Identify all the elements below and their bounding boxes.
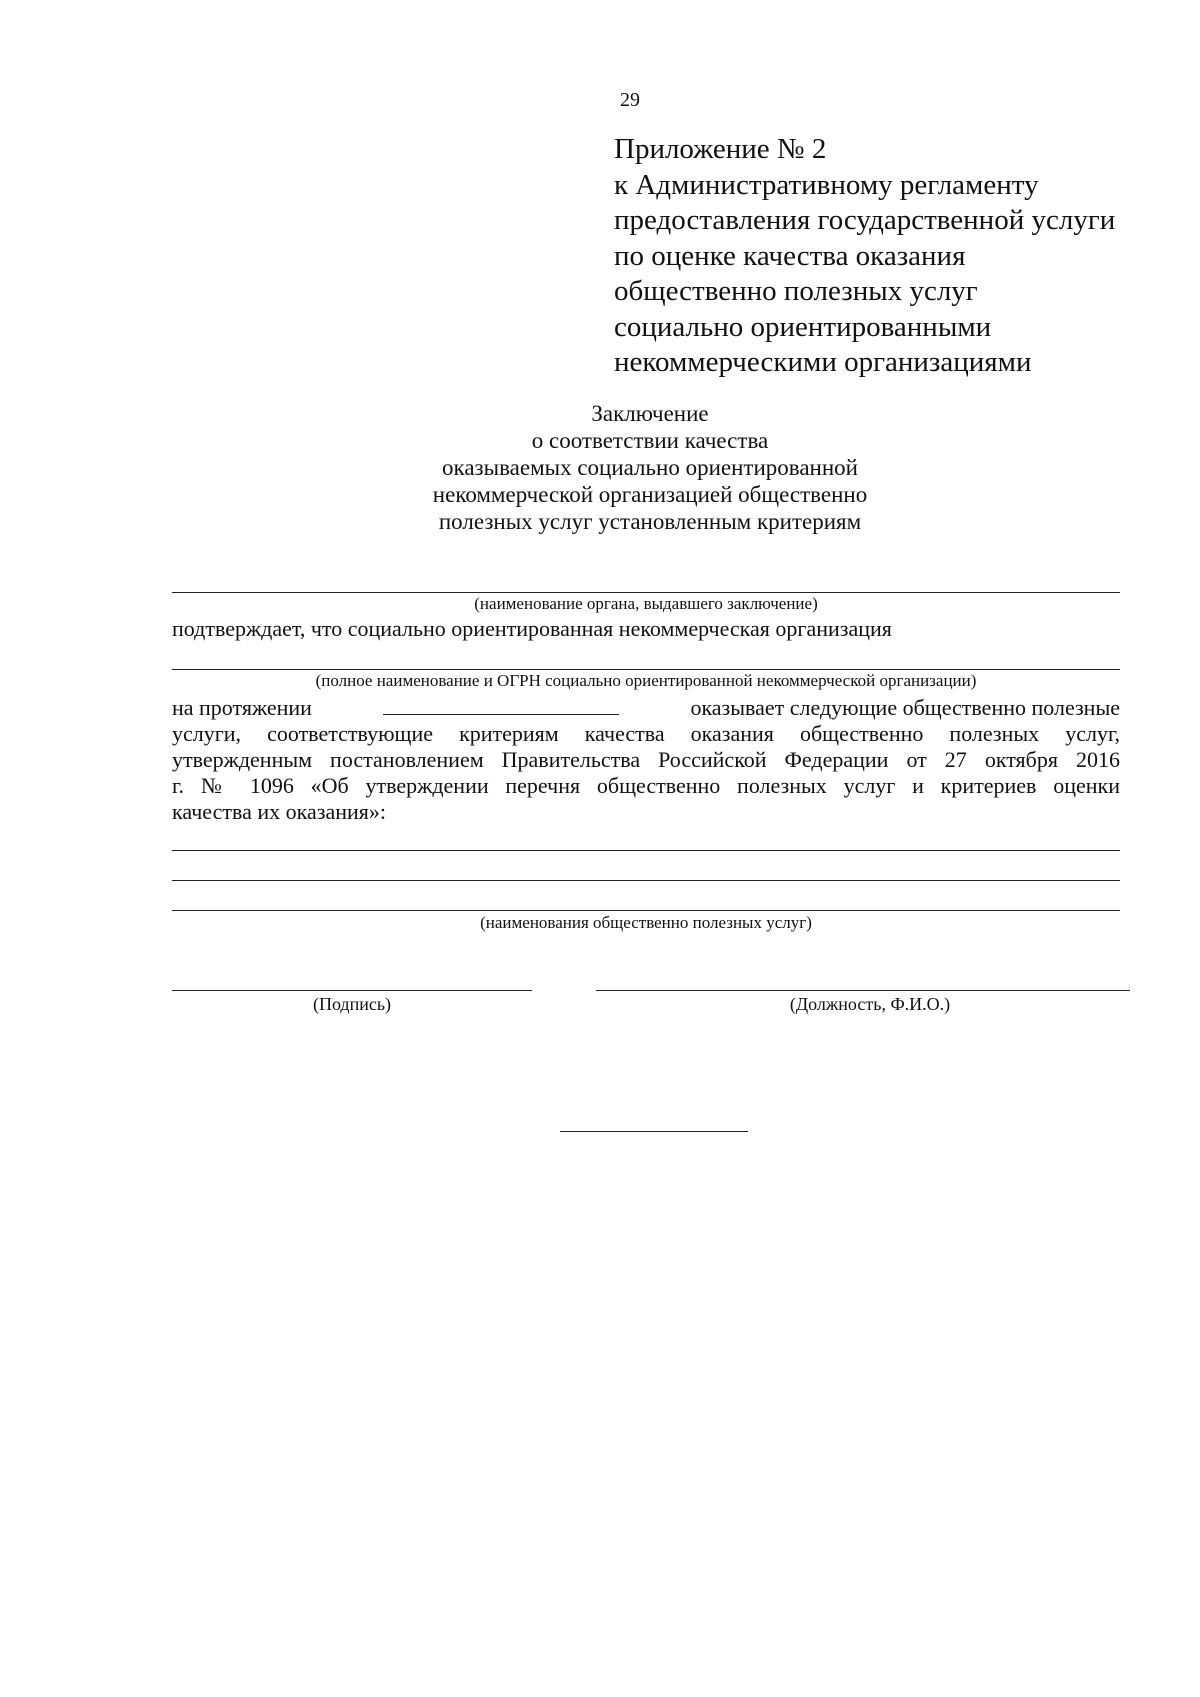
paragraph-line: услуги, соответствующие критериям качества оказания общественно полезных услуг, — [172, 721, 1120, 746]
page-number: 29 — [620, 89, 640, 111]
organization-blank-line — [172, 669, 1120, 670]
title-line: о соответствии качества — [531, 428, 769, 453]
title-line: некоммерческой организацией общественно — [432, 482, 868, 507]
services-blank-line — [172, 850, 1120, 851]
services-blank-line — [172, 880, 1120, 881]
position-caption: (Должность, Ф.И.О.) — [789, 994, 951, 1014]
closing-divider — [560, 1131, 748, 1132]
period-blank — [383, 696, 619, 715]
paragraph-line: г. № 1096 «Об утверждении перечня общественно полезных услуг и критериев оценки — [172, 773, 1120, 798]
appendix-line: общественно полезных услуг — [614, 275, 978, 307]
appendix-header — [614, 132, 1115, 381]
appendix-line: предоставления государственной услуги — [614, 204, 1116, 236]
period-prefix: на протяжении — [172, 695, 312, 720]
authority-blank-line — [172, 592, 1120, 593]
signature-caption: (Подпись) — [312, 994, 392, 1014]
signature-blank-line — [172, 990, 532, 991]
period-line — [172, 695, 1120, 721]
appendix-line: Приложение № 2 — [614, 133, 827, 165]
title-line: оказываемых социально ориентированной — [442, 455, 858, 480]
title-line: полезных услуг установленным критериям — [438, 509, 862, 534]
document-title — [320, 400, 980, 535]
title-line: Заключение — [591, 401, 709, 426]
position-blank-line — [596, 990, 1130, 991]
paragraph-line: утвержденным постановлением Правительства Российской Федерации от 27 октября 2016 — [172, 747, 1120, 772]
services-caption: (наименования общественно полезных услуг) — [480, 913, 812, 932]
appendix-line: социально ориентированными — [614, 310, 992, 343]
services-blank-line — [172, 910, 1120, 911]
period-suffix: оказывает следующие общественно полезные — [690, 695, 1120, 720]
appendix-line: по оценке качества оказания — [614, 239, 966, 272]
paragraph-line: качества их оказания»: — [172, 799, 386, 824]
organization-caption: (полное наименование и ОГРН социально ориентированной некоммерческой организации) — [315, 671, 977, 690]
appendix-line: некоммерческими организациями — [614, 346, 1032, 378]
confirms-text: подтверждает, что социально ориентированная некоммерческая организация — [172, 616, 892, 641]
authority-caption: (наименование органа, выдавшего заключение) — [474, 594, 818, 613]
appendix-line: к Административному регламенту — [614, 168, 1039, 201]
